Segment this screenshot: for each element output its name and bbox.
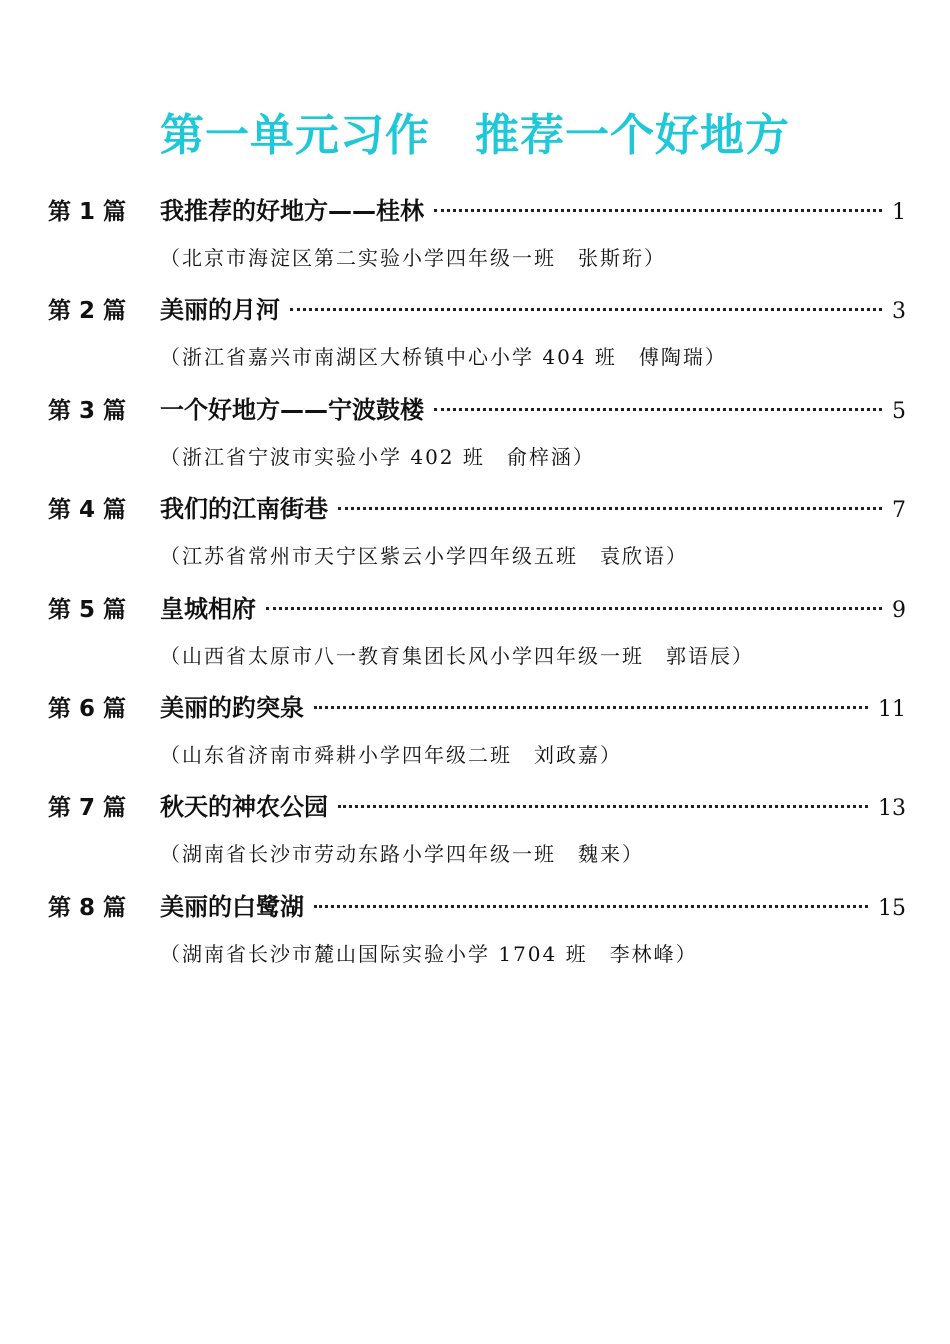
dot-leader xyxy=(314,905,868,908)
entry-number: 第 7 篇 xyxy=(48,795,127,822)
entry-author: （湖南省长沙市劳动东路小学四年级一班 魏来） xyxy=(160,842,644,867)
entry-author: （山西省太原市八一教育集团长风小学四年级一班 郭语辰） xyxy=(160,643,754,668)
entry-page-number[interactable]: 7 xyxy=(892,498,906,524)
entry-page-number[interactable]: 13 xyxy=(878,796,906,822)
entry-title[interactable]: 我们的江南街巷 xyxy=(160,495,328,524)
entry-number: 第 1 篇 xyxy=(48,199,127,225)
entry-title[interactable]: 我推荐的好地方——桂林 xyxy=(160,197,424,225)
entry-title[interactable]: 皇城相府 xyxy=(160,594,256,623)
dot-leader xyxy=(434,209,882,212)
entry-author: （湖南省长沙市麓山国际实验小学 1704 班 李林峰） xyxy=(160,941,698,966)
entry-page-number[interactable]: 5 xyxy=(892,398,906,424)
entry-title[interactable]: 美丽的月河 xyxy=(160,296,280,325)
entry-author: （浙江省宁波市实验小学 402 班 俞梓涵） xyxy=(160,444,595,469)
entry-author: （山东省济南市舜耕小学四年级二班 刘政嘉） xyxy=(160,742,622,767)
toc-entry-line xyxy=(48,587,906,631)
toc-entry-line xyxy=(48,785,906,829)
table-of-contents xyxy=(48,189,906,984)
dot-leader xyxy=(314,706,868,709)
toc-entry[interactable] xyxy=(48,388,906,487)
toc-entry-line xyxy=(48,885,906,929)
dot-leader xyxy=(290,308,882,311)
toc-entry[interactable] xyxy=(48,686,906,785)
entry-title[interactable]: 一个好地方——宁波鼓楼 xyxy=(160,395,424,424)
toc-entry-line xyxy=(48,288,906,332)
dot-leader xyxy=(338,805,868,808)
toc-entry-line xyxy=(48,189,906,233)
toc-entry[interactable] xyxy=(48,785,906,884)
toc-entry-line xyxy=(48,388,906,432)
dot-leader xyxy=(266,607,882,610)
entry-number: 第 6 篇 xyxy=(48,695,127,722)
entry-page-number[interactable]: 15 xyxy=(878,895,906,921)
entry-title[interactable]: 美丽的趵突泉 xyxy=(160,693,304,722)
entry-number: 第 4 篇 xyxy=(48,497,127,524)
entry-page-number[interactable]: 3 xyxy=(892,299,906,325)
entry-title[interactable]: 美丽的白鹭湖 xyxy=(160,892,304,921)
entry-page-number[interactable]: 9 xyxy=(892,597,906,623)
entry-number: 第 5 篇 xyxy=(48,596,127,623)
entry-number: 第 3 篇 xyxy=(48,397,127,424)
entry-number: 第 2 篇 xyxy=(48,298,127,325)
toc-entry[interactable] xyxy=(48,288,906,387)
dot-leader xyxy=(434,408,882,411)
toc-entry[interactable] xyxy=(48,885,906,984)
dot-leader xyxy=(338,507,882,510)
toc-entry[interactable] xyxy=(48,189,906,288)
entry-page-number[interactable]: 1 xyxy=(892,200,906,225)
entry-author: （江苏省常州市天宁区紫云小学四年级五班 袁欣语） xyxy=(160,544,688,569)
toc-entry-line xyxy=(48,487,906,531)
entry-title[interactable]: 秋天的神农公园 xyxy=(160,793,328,822)
toc-entry-line xyxy=(48,686,906,730)
entry-author: （北京市海淀区第二实验小学四年级一班 张斯珩） xyxy=(160,246,666,270)
entry-page-number[interactable]: 11 xyxy=(878,696,906,722)
entry-author: （浙江省嘉兴市南湖区大桥镇中心小学 404 班 傅陶瑞） xyxy=(160,345,727,370)
page-title: 第一单元习作 推荐一个好地方 xyxy=(160,110,790,161)
toc-entry[interactable] xyxy=(48,587,906,686)
toc-entry[interactable] xyxy=(48,487,906,586)
entry-number: 第 8 篇 xyxy=(48,894,127,921)
